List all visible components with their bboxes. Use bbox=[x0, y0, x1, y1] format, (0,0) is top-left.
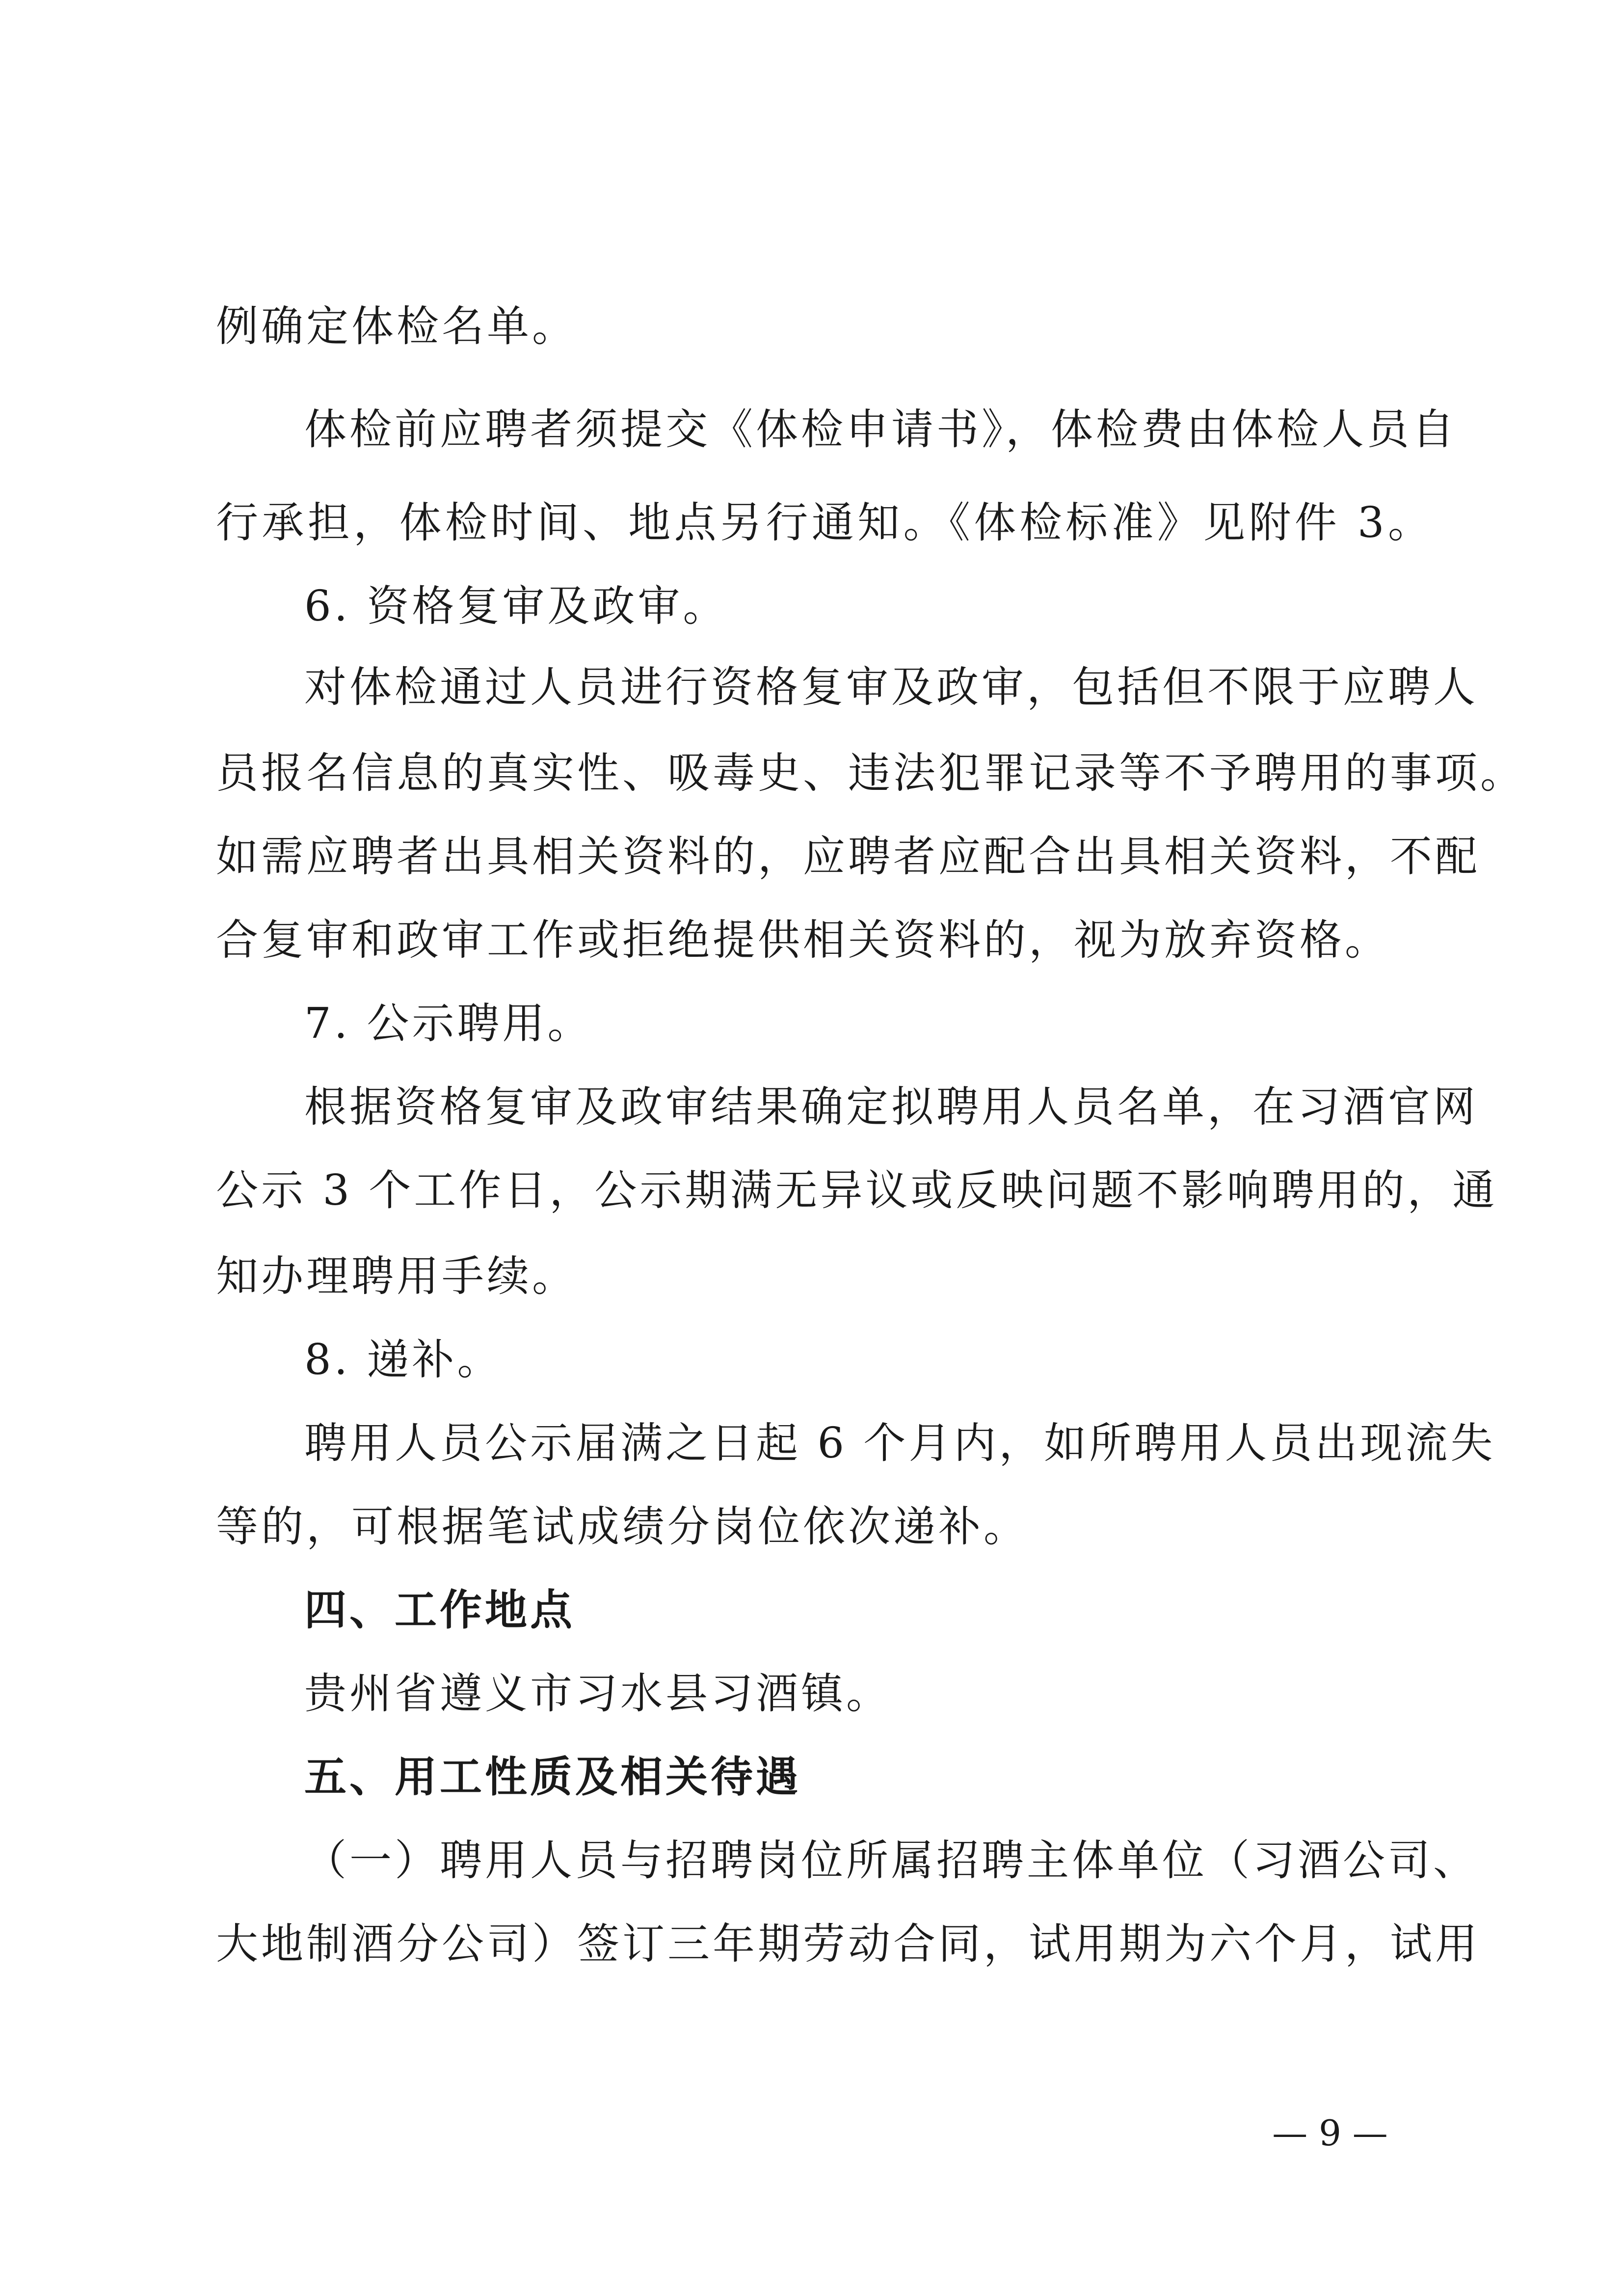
text-line: 等的，可根据笔试成绩分岗位依次递补。 bbox=[216, 1502, 1029, 1551]
section-heading-5: 五、用工性质及相关待遇 bbox=[304, 1753, 801, 1802]
text-line: 行承担，体检时间、地点另行通知。《体检标准》见附件 3。 bbox=[216, 498, 1433, 547]
text-line: 合复审和政审工作或拒绝提供相关资料的，视为放弃资格。 bbox=[216, 916, 1390, 965]
text-line: 知办理聘用手续。 bbox=[216, 1252, 577, 1301]
section-item-8: 8. 递补。 bbox=[304, 1335, 503, 1384]
text-line: 如需应聘者出具相关资料的，应聘者应配合出具相关资料，不配 bbox=[216, 832, 1480, 881]
text-line: 员报名信息的真实性、吸毒史、违法犯罪记录等不予聘用的事项。 bbox=[216, 749, 1525, 798]
page-number: — 9 — bbox=[1272, 2112, 1388, 2154]
text-line: 大地制酒分公司）签订三年期劳动合同，试用期为六个月，试用 bbox=[216, 1919, 1480, 1969]
text-line: （一）聘用人员与招聘岗位所属招聘主体单位（习酒公司、 bbox=[304, 1836, 1478, 1885]
text-line: 根据资格复审及政审结果确定拟聘用人员名单，在习酒官网 bbox=[304, 1082, 1478, 1132]
text-line: 对体检通过人员进行资格复审及政审，包括但不限于应聘人 bbox=[304, 663, 1478, 712]
text-line: 聘用人员公示届满之日起 6 个月内，如所聘用人员出现流失 bbox=[304, 1419, 1496, 1468]
text-line: 公示 3 个工作日，公示期满无异议或反映问题不影响聘用的，通 bbox=[216, 1166, 1498, 1215]
section-heading-4: 四、工作地点 bbox=[304, 1586, 575, 1635]
text-line: 贵州省遵义市习水县习酒镇。 bbox=[304, 1669, 891, 1718]
text-line: 体检前应聘者须提交《体检申请书》，体检费由体检人员自 bbox=[304, 405, 1457, 454]
section-item-7: 7. 公示聘用。 bbox=[304, 999, 593, 1048]
text-line: 例确定体检名单。 bbox=[216, 302, 577, 351]
section-item-6: 6. 资格复审及政审。 bbox=[304, 582, 728, 631]
